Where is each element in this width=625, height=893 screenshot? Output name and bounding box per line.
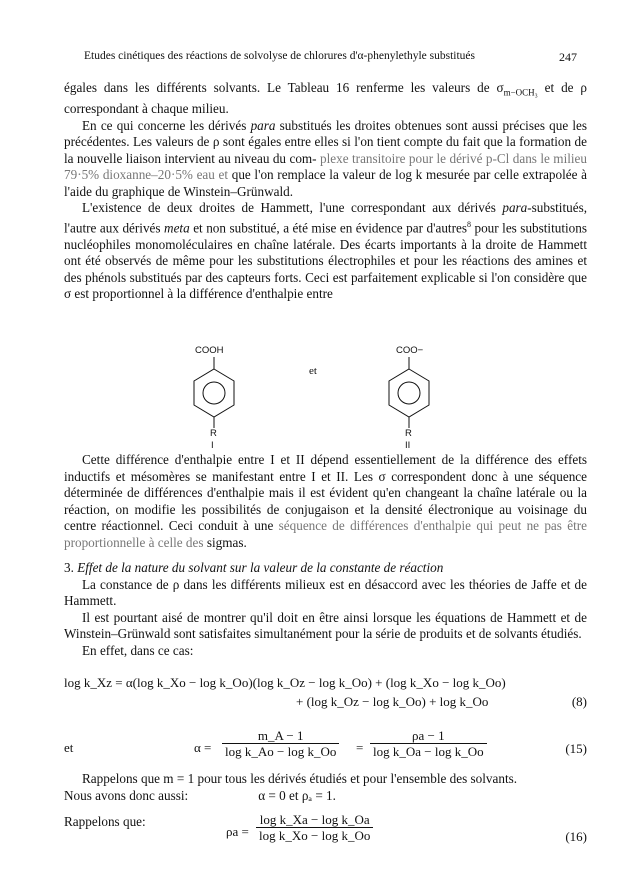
- equation-8-line-2: + (log k_Oz − log k_Oo) + log k_Oo: [296, 694, 489, 709]
- paragraph-4: Cette différence d'enthalpie entre I et II dépend essentiellement de la différence des effets inductifs et mésomères se manifestant entre I et II. Les σ correspondent donc à une séquence déterminée de différences d'enthalpie mais il est évident qu'en changeant la chaîne latérale ou la réaction, on modifie les possibilités de conjugaison et la densité électronique au voisinage du centre réactionnel. Ceci conduit à une séquence de différences d'enthalpie qui peut ne pas être proportionnelle à celle des sigmas.: [64, 452, 587, 550]
- section-heading: 3. Effet de la nature du solvant sur la valeur de la constante de réaction: [64, 560, 444, 575]
- equation-15-fraction-1: $\frac{m\_A - 1}{\text{log k\_Ao − log k\_Oo}}$: [222, 728, 339, 759]
- paragraph-5: La constance de ρ dans les différents milieux est en désaccord avec les théories de Jaffe et de Hammett.: [64, 576, 587, 608]
- benzene-ring-ii-icon: [379, 357, 439, 429]
- paragraph-2: En ce qui concerne les dérivés para substitués les droites obtenues sont aussi précises que les précédentes. Les valeurs de ρ sont égales entre elles si l'on tient compte du fait que la formation de la nouvelle liaison intervient au niveau du com- plexe transitoire pour le dérivé p-Cl dans le milieu 79·5% dioxanne–20·5% eau et que l'on remplace la valeur de log k mesurée par celle extrapolée à l'aide du graphique de Winstein–Grünwald.: [64, 117, 588, 199]
- equation-16-number: (16): [565, 829, 587, 844]
- equation-15-alpha: α =: [194, 740, 212, 755]
- text-block-top: [64, 80, 587, 303]
- equation-8: [64, 675, 587, 710]
- et-connector: et: [309, 365, 317, 377]
- equation-8-number: (8): [571, 694, 587, 709]
- paragraph-1: égales dans les différents solvants. Le Tableau 16 renferme les valeurs de $\sigma_{m-OCH_3}$ et de ρ correspondant à chaque milieu.: [64, 80, 587, 117]
- equation-15-fraction-2: $\frac{\rho a - 1}{\text{log k\_Oa − log k\_Oo}}$: [370, 728, 487, 759]
- paragraph-8: Rappelons que m = 1 pour tous les dérivés étudiés et pour l'ensemble des solvants.: [82, 771, 518, 786]
- equation-8-line-1: log k_Xz = α(log k_Xo − log k_Oo)(log k_Oz − log k_Oo) + (log k_Xo − log k_Oo): [64, 675, 506, 690]
- equation-15-number: (15): [565, 741, 587, 756]
- benzene-ring-i-icon: [184, 357, 244, 429]
- paragraph-10: Rappelons que:: [64, 814, 146, 829]
- equation-16-fraction: $\frac{\text{log k\_Xa − log k\_Oa}}{\text{log k\_Xo − log k\_Oo}}$: [256, 812, 373, 843]
- text-block-middle: [64, 452, 587, 659]
- structure-i-number: I: [211, 440, 214, 451]
- paragraph-6: Il est pourtant aisé de montrer qu'il doit en être ainsi lorsque les équations de Hammett et de Winstein–Grünwald sont satisfaites simultanément pour la série de produits et de solvants étudiés.: [64, 609, 587, 641]
- structure-i-r-label: R: [210, 428, 217, 439]
- structure-ii-carboxylate-label: COO−: [396, 345, 424, 356]
- equation-16-lhs: ρa =: [226, 824, 249, 839]
- structure-ii-r-label: R: [405, 428, 412, 439]
- paragraph-7: En effet, dans ce cas:: [82, 642, 194, 658]
- paragraph-9: Nous avons donc aussi: α = 0 et ρₐ = 1.: [64, 787, 336, 803]
- structure-i-carboxyl-label: COOH: [195, 345, 224, 356]
- chemical-structures: [64, 345, 587, 451]
- text-block-bottom: [64, 771, 587, 804]
- equation-15-prefix: et: [64, 740, 74, 755]
- page-number: 247: [559, 50, 577, 64]
- running-header: [84, 50, 577, 68]
- structure-ii-number: II: [405, 440, 411, 451]
- running-title: Etudes cinétiques des réactions de solvolyse de chlorures d'α-phenylethyle substitués: [84, 50, 476, 62]
- paragraph-3: L'existence de deux droites de Hammett, l'une correspondant aux dérivés para-substitués, l'autre aux dérivés meta et non substitué, a été mise en évidence par d'autres$^8$ pour les substitutions nucléophiles monomoléculaires en chaîne latérale. Des écarts importants à la droite de Hammett ont été observés de même pour les substitutions électrophiles et pour les réactions des amines et des phénols substitués par des capteurs forts. Ceci est parfaitement explicable si l'on considère que σ est proportionnel à la différence d'enthalpie entre: [64, 200, 587, 302]
- equation-15-equals: =: [356, 740, 364, 755]
